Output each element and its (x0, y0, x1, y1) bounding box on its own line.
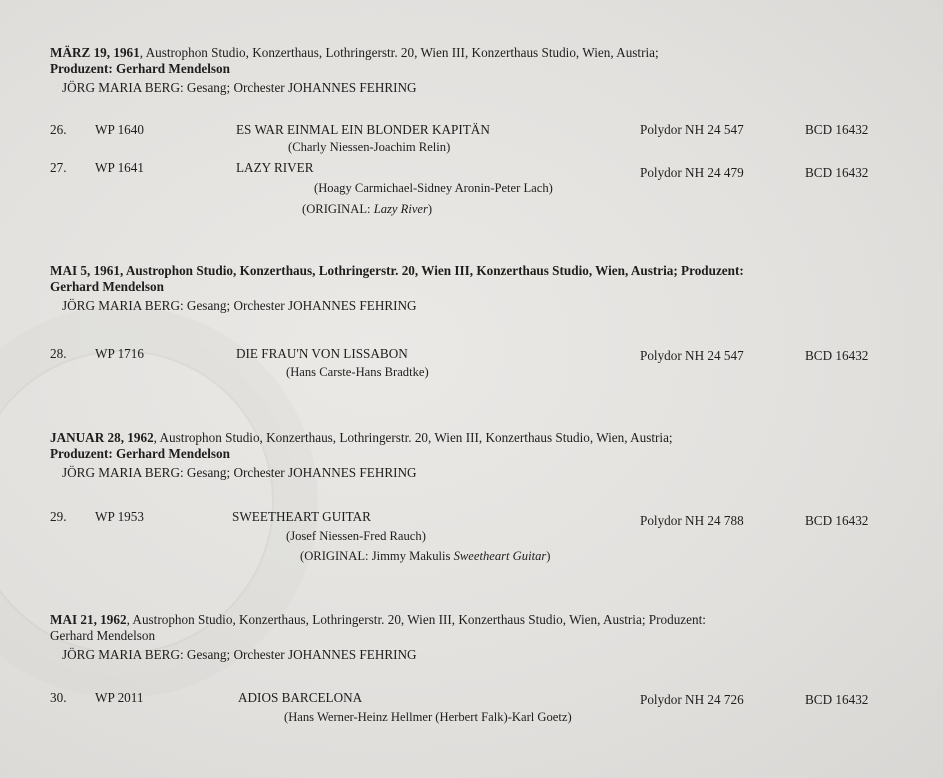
matrix-number: WP 1716 (95, 346, 144, 361)
catalog-number: BCD 16432 (805, 692, 869, 707)
track-number: 29. (50, 509, 67, 524)
matrix-number: WP 1641 (95, 160, 144, 175)
track-title: LAZY RIVER (236, 160, 314, 175)
track-credits: (Hans Carste-Hans Bradtke) (286, 365, 429, 379)
session-producer: Produzent: Gerhard Mendelson (50, 61, 230, 76)
track-title: SWEETHEART GUITAR (232, 509, 371, 524)
session-venue: , Austrophon Studio, Konzerthaus, Lothringerstr. 20, Wien III, Konzerthaus Studio, Wien, Austria; Produzent: (119, 263, 744, 278)
session-venue: , Austrophon Studio, Konzerthaus, Lothringerstr. 20, Wien III, Konzerthaus Studio, Wien, Austria; (153, 430, 673, 445)
original-suffix: ) (546, 549, 551, 563)
track-number: 27. (50, 160, 67, 175)
track-number: 30. (50, 690, 67, 705)
track-number: 28. (50, 346, 67, 361)
session-header (50, 612, 910, 663)
session-artist: JÖRG MARIA BERG: Gesang; Orchester JOHANNES FEHRING (62, 647, 417, 662)
session-venue: , Austrophon Studio, Konzerthaus, Lothringerstr. 20, Wien III, Konzerthaus Studio, Wien, Austria; (139, 45, 659, 60)
track-credits: (Hoagy Carmichael-Sidney Aronin-Peter Lach) (314, 181, 553, 195)
session-header (50, 45, 910, 96)
session-heading (50, 612, 910, 628)
matrix-number: WP 1953 (95, 509, 144, 524)
original-title: Sweetheart Guitar (453, 549, 547, 563)
record-label: Polydor NH 24 547 (640, 348, 744, 363)
catalog-number: BCD 16432 (805, 165, 869, 180)
track-credits: (Hans Werner-Heinz Hellmer (Herbert Falk)-Karl Goetz) (284, 710, 572, 724)
original-title: Lazy River (373, 202, 428, 216)
session-date: MÄRZ 19, 1961 (50, 45, 140, 60)
session-venue: , Austrophon Studio, Konzerthaus, Lothringerstr. 20, Wien III, Konzerthaus Studio, Wien, Austria; Produzent: (126, 612, 706, 627)
track-title: ES WAR EINMAL EIN BLONDER KAPITÄN (236, 122, 490, 137)
watermark-rings (0, 350, 274, 654)
original-note (302, 202, 432, 217)
original-prefix: (ORIGINAL: (302, 202, 374, 216)
track-title: DIE FRAU'N VON LISSABON (236, 346, 408, 361)
session-heading (50, 45, 910, 61)
session-header (50, 430, 910, 481)
matrix-number: WP 2011 (95, 690, 144, 705)
record-label: Polydor NH 24 726 (640, 692, 744, 707)
record-label: Polydor NH 24 547 (640, 122, 744, 137)
original-suffix: ) (427, 202, 433, 216)
original-note (300, 549, 550, 564)
record-label: Polydor NH 24 479 (640, 165, 744, 180)
session-header (50, 263, 910, 314)
session-date: MAI 5, 1961 (50, 263, 120, 278)
session-date: JANUAR 28, 1962 (50, 430, 154, 445)
track-credits: (Charly Niessen-Joachim Relin) (288, 140, 451, 154)
track-title: ADIOS BARCELONA (238, 690, 363, 705)
matrix-number: WP 1640 (95, 122, 144, 137)
session-artist: JÖRG MARIA BERG: Gesang; Orchester JOHANNES FEHRING (62, 80, 417, 95)
catalog-number: BCD 16432 (805, 513, 869, 528)
session-producer: Produzent: Gerhard Mendelson (50, 446, 230, 461)
track-number: 26. (50, 122, 67, 137)
original-prefix: (ORIGINAL: Jimmy Makulis (300, 549, 454, 563)
session-heading (50, 263, 910, 279)
catalog-number: BCD 16432 (805, 122, 869, 137)
track-credits: (Josef Niessen-Fred Rauch) (286, 529, 426, 543)
session-artist: JÖRG MARIA BERG: Gesang; Orchester JOHANNES FEHRING (62, 298, 417, 313)
session-producer: Gerhard Mendelson (50, 628, 156, 643)
record-label: Polydor NH 24 788 (640, 513, 744, 528)
catalog-number: BCD 16432 (805, 348, 869, 363)
session-producer: Gerhard Mendelson (50, 279, 164, 294)
session-date: MAI 21, 1962 (50, 612, 127, 627)
session-artist: JÖRG MARIA BERG: Gesang; Orchester JOHANNES FEHRING (62, 465, 417, 480)
session-heading (50, 430, 910, 446)
